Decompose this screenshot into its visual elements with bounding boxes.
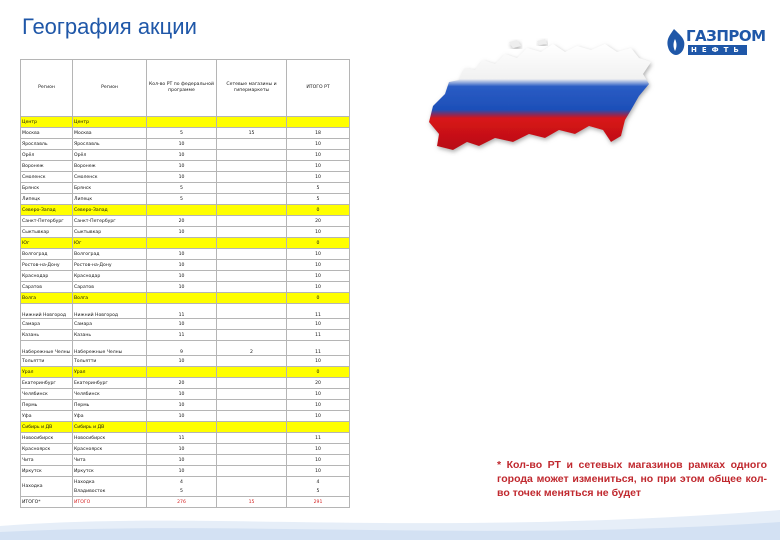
region-city-cell: Краснодар [73,271,147,282]
table-row [21,455,350,466]
network-stores-cell [217,293,287,304]
city-cell: Уфа [21,411,73,422]
city-cell: Казань [21,330,73,341]
bottom-wave-decoration [0,480,780,540]
page-title: География акции [22,14,197,39]
city-cell: Екатеринбург [21,378,73,389]
table-row [21,172,350,183]
federal-count-cell: 11 [147,304,217,319]
city-cell: Липецк [21,194,73,205]
region-city-cell: Иркутск [73,466,147,477]
federal-count-cell: 10 [147,466,217,477]
network-stores-cell [217,378,287,389]
network-stores-cell [217,455,287,466]
city-cell: Северо-Запад [21,205,73,216]
region-city-cell: Находка Владивосток [73,477,147,497]
city-cell: Воронеж [21,161,73,172]
network-stores-cell [217,216,287,227]
federal-count-cell [147,293,217,304]
network-stores-cell [217,422,287,433]
network-stores-cell [217,389,287,400]
network-stores-cell [217,183,287,194]
region-city-cell: Чита [73,455,147,466]
region-row [21,117,350,128]
network-stores-cell: 15 [217,128,287,139]
network-stores-cell [217,466,287,477]
network-stores-cell [217,117,287,128]
federal-count-cell: 9 [147,341,217,356]
federal-count-cell: 10 [147,411,217,422]
region-city-cell: Сибирь и ДВ [73,422,147,433]
federal-count-cell: 10 [147,389,217,400]
region-city-cell: Пермь [73,400,147,411]
network-stores-cell [217,227,287,238]
federal-count-cell: 10 [147,227,217,238]
table-row [21,444,350,455]
footnote: * Кол-во РТ и сетевых магазинов рамках одного города может измениться, но при этом общее кол-во точек меняться не будет [497,459,767,499]
federal-count-cell: 276 [147,497,217,508]
logo-name: ГАЗПРОМ [686,27,766,45]
total-count-cell: 10 [287,260,350,271]
total-count-cell: 10 [287,161,350,172]
network-stores-cell [217,444,287,455]
federal-count-cell: 10 [147,260,217,271]
table-row [21,183,350,194]
federal-count-cell: 10 [147,172,217,183]
total-count-cell: 10 [287,271,350,282]
total-count-cell: 10 [287,411,350,422]
total-count-cell [287,422,350,433]
region-city-cell: Центр [73,117,147,128]
total-count-cell: 10 [287,319,350,330]
total-count-cell: 11 [287,304,350,319]
network-stores-cell [217,260,287,271]
table-row [21,161,350,172]
city-cell: Чита [21,455,73,466]
region-city-cell: Ярославль [73,139,147,150]
federal-count-cell: 5 [147,183,217,194]
network-stores-cell [217,249,287,260]
region-city-cell: Екатеринбург [73,378,147,389]
region-city-cell: Уфа [73,411,147,422]
federal-count-cell: 10 [147,444,217,455]
network-stores-cell [217,238,287,249]
total-count-cell: 5 [287,194,350,205]
table-row [21,341,350,356]
table-row [21,150,350,161]
city-cell: Челябинск [21,389,73,400]
federal-count-cell [147,205,217,216]
region-city-cell: Смоленск [73,172,147,183]
column-header: Кол-во РТ по федеральной программе [147,60,217,117]
network-stores-cell: 15 [217,497,287,508]
table-row [21,227,350,238]
federal-count-cell: 10 [147,161,217,172]
federal-count-cell [147,238,217,249]
total-count-cell: 20 [287,378,350,389]
total-count-cell [287,117,350,128]
total-count-cell: 10 [287,466,350,477]
network-stores-cell [217,304,287,319]
region-city-cell: Нижний Новгород [73,304,147,319]
region-city-cell: Сыктывкар [73,227,147,238]
federal-count-cell: 10 [147,249,217,260]
city-cell: Новосибирск [21,433,73,444]
table-body [21,117,350,508]
table-row [21,282,350,293]
total-count-cell: 10 [287,400,350,411]
federal-count-cell: 5 [147,194,217,205]
table-row [21,433,350,444]
region-city-cell: Ростов-на-Дону [73,260,147,271]
table-row [21,356,350,367]
total-count-cell: 11 [287,433,350,444]
network-stores-cell [217,367,287,378]
network-stores-cell [217,330,287,341]
region-row [21,422,350,433]
region-city-cell: Северо-Запад [73,205,147,216]
federal-count-cell: 10 [147,356,217,367]
russia-map-icon [425,38,655,156]
federal-count-cell [147,367,217,378]
total-count-cell: 0 [287,367,350,378]
network-stores-cell [217,282,287,293]
region-row [21,367,350,378]
network-stores-cell [217,356,287,367]
federal-count-cell [147,422,217,433]
network-stores-cell [217,319,287,330]
city-cell: Москва [21,128,73,139]
city-cell: Краснодар [21,271,73,282]
city-cell: Ярославль [21,139,73,150]
total-count-cell: 0 [287,293,350,304]
network-stores-cell [217,139,287,150]
city-cell: Пермь [21,400,73,411]
city-cell: Набережные Челны [21,341,73,356]
table-row [21,304,350,319]
network-stores-cell [217,433,287,444]
region-row [21,238,350,249]
total-count-cell: 20 [287,216,350,227]
region-city-cell: Саратов [73,282,147,293]
table-row [21,319,350,330]
total-count-cell: 10 [287,389,350,400]
city-cell: Санкт-Петербург [21,216,73,227]
table-row [21,271,350,282]
federal-count-cell: 10 [147,150,217,161]
city-cell: Иркутск [21,466,73,477]
city-cell: Центр [21,117,73,128]
column-header: Регион [21,60,73,117]
region-city-cell: Воронеж [73,161,147,172]
region-city-cell: Самара [73,319,147,330]
region-city-cell: Казань [73,330,147,341]
network-stores-cell [217,172,287,183]
network-stores-cell [217,271,287,282]
region-city-cell: Юг [73,238,147,249]
city-cell: Брянск [21,183,73,194]
total-count-cell: 10 [287,356,350,367]
city-cell: Юг [21,238,73,249]
total-count-cell: 291 [287,497,350,508]
network-stores-cell [217,150,287,161]
table-row [21,378,350,389]
network-stores-cell [217,205,287,216]
column-header: Сетевые магазины и гипермаркеты [217,60,287,117]
network-stores-cell [217,411,287,422]
region-city-cell: Санкт-Петербург [73,216,147,227]
network-stores-cell [217,161,287,172]
city-cell: Смоленск [21,172,73,183]
city-cell: Саратов [21,282,73,293]
table-row [21,194,350,205]
table-row [21,128,350,139]
region-city-cell: Липецк [73,194,147,205]
total-count-cell: 10 [287,227,350,238]
network-stores-cell [217,400,287,411]
city-cell: Урал [21,367,73,378]
federal-count-cell: 5 [147,128,217,139]
federal-count-cell [147,117,217,128]
table-row [21,260,350,271]
region-city-cell: Брянск [73,183,147,194]
table-row [21,216,350,227]
total-count-cell: 10 [287,282,350,293]
region-city-cell: Волга [73,293,147,304]
region-city-cell: Красноярск [73,444,147,455]
total-count-cell: 11 [287,341,350,356]
total-count-cell: 10 [287,172,350,183]
city-cell: Красноярск [21,444,73,455]
region-city-cell: Москва [73,128,147,139]
city-cell: Нижний Новгород [21,304,73,319]
federal-count-cell: 10 [147,400,217,411]
table-row [21,400,350,411]
region-row [21,293,350,304]
federal-count-cell: 11 [147,330,217,341]
city-cell: Находка [21,477,73,497]
total-count-cell: 5 [287,183,350,194]
region-city-cell: ИТОГО [73,497,147,508]
city-cell: ИТОГО* [21,497,73,508]
federal-count-cell: 10 [147,455,217,466]
total-count-cell: 10 [287,455,350,466]
city-cell: Орёл [21,150,73,161]
region-city-cell: Челябинск [73,389,147,400]
total-count-cell: 4 5 [287,477,350,497]
federal-count-cell: 10 [147,271,217,282]
total-count-cell: 10 [287,150,350,161]
network-stores-cell: 2 [217,341,287,356]
total-count-cell: 18 [287,128,350,139]
region-city-cell: Волгоград [73,249,147,260]
total-count-cell: 10 [287,249,350,260]
city-cell: Ростов-на-Дону [21,260,73,271]
logo-sub: НЕФТЬ [688,45,747,55]
federal-count-cell: 11 [147,433,217,444]
federal-count-cell: 10 [147,319,217,330]
city-cell: Сыктывкар [21,227,73,238]
federal-count-cell: 10 [147,139,217,150]
city-cell: Самара [21,319,73,330]
federal-count-cell: 10 [147,282,217,293]
table-row [21,411,350,422]
federal-count-cell: 20 [147,378,217,389]
region-row [21,205,350,216]
federal-count-cell: 20 [147,216,217,227]
column-header: ИТОГО РТ [287,60,350,117]
column-header: Регион [73,60,147,117]
network-stores-cell [217,194,287,205]
total-count-cell: 10 [287,444,350,455]
total-count-cell: 0 [287,205,350,216]
city-cell: Волга [21,293,73,304]
city-cell: Сибирь и ДВ [21,422,73,433]
city-cell: Тольятти [21,356,73,367]
total-count-cell: 0 [287,238,350,249]
table-row [21,466,350,477]
geography-table [20,59,350,508]
table-row [21,330,350,341]
table-row [21,139,350,150]
region-city-cell: Урал [73,367,147,378]
region-city-cell: Новосибирск [73,433,147,444]
table-row [21,389,350,400]
region-city-cell: Орёл [73,150,147,161]
region-city-cell: Набережные Челны [73,341,147,356]
table-row [21,249,350,260]
table-header-row [21,60,350,117]
total-count-cell: 10 [287,139,350,150]
federal-count-cell: 4 5 [147,477,217,497]
total-count-cell: 11 [287,330,350,341]
region-city-cell: Тольятти [73,356,147,367]
city-cell: Волгоград [21,249,73,260]
